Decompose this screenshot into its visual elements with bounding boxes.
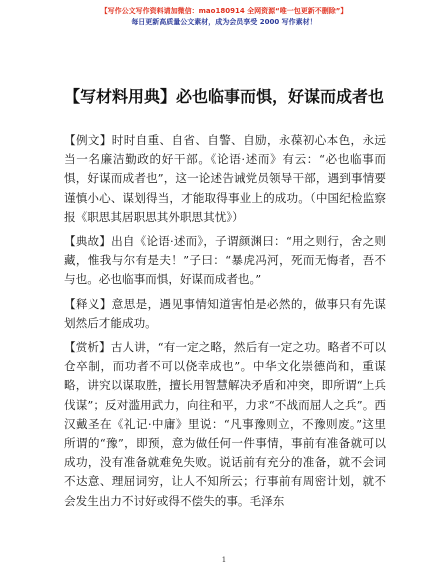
paragraph-meaning: 【释义】意思是，遇见事情知道害怕是必然的，做事只有先谋划然后才能成功。 [64, 296, 386, 330]
page-number: 1 [221, 556, 227, 564]
paragraph-example: 【例文】时时自重、自省、自警、自励，永葆初心本色，永远当一名廉洁勤政的好干部。《论语·述而》有云：“必也临事而惧，好谋而成者也”，这一论述告诫党员领导干部，遇到事情要谨慎小心、谋划得当，才能取得事业上的成功。（中国纪检监察报《职思其居职思其外职思其忧》） [64, 133, 386, 224]
article-title: 【写材料用典】必也临事而惧，好谋而成者也 [63, 87, 384, 106]
banner-line-contact: 【写作公文写作资料请加微信：mao180914 全网资源“唯一包更新不删除”】 [100, 7, 348, 15]
header-banner [0, 6, 448, 28]
article-body [64, 131, 386, 516]
paragraph-source: 【典故】出自《论语·述而》，子谓颜渊曰：“用之则行，舍之则藏，惟我与尔有是夫！”子曰：“暴虎冯河，死而无悔者，吾不与也。必也临事而惧，好谋而成者也。” [64, 234, 386, 287]
paragraph-appreciation: 【赏析】古人讲，“有一定之略，然后有一定之功。略者不可以仓卒制，而功者不可以侥幸成也”。中华文化崇德尚和，重谋略，讲究以谋取胜，擅长用智慧解决矛盾和冲突，即所谓“上兵伐谋”；反对滥用武力，向往和平，力求“不战而屈人之兵”。西汉戴圣在《礼记·中庸》里说：“凡事豫则立，不豫则废。”这里所谓的“豫”，即预，意为做任何一件事情，事前有准备就可以成功，没有准备就难免失败。说话前有充分的准备，就不会词不达意、理屈词穷，让人不知所云；行事前有周密计划，就不会发生出力不讨好或得不偿失的事。毛泽东 [64, 340, 386, 508]
banner-line-promo: 每日更新高质量公文素材，成为会员享受 2000 写作素材！ [131, 18, 317, 26]
